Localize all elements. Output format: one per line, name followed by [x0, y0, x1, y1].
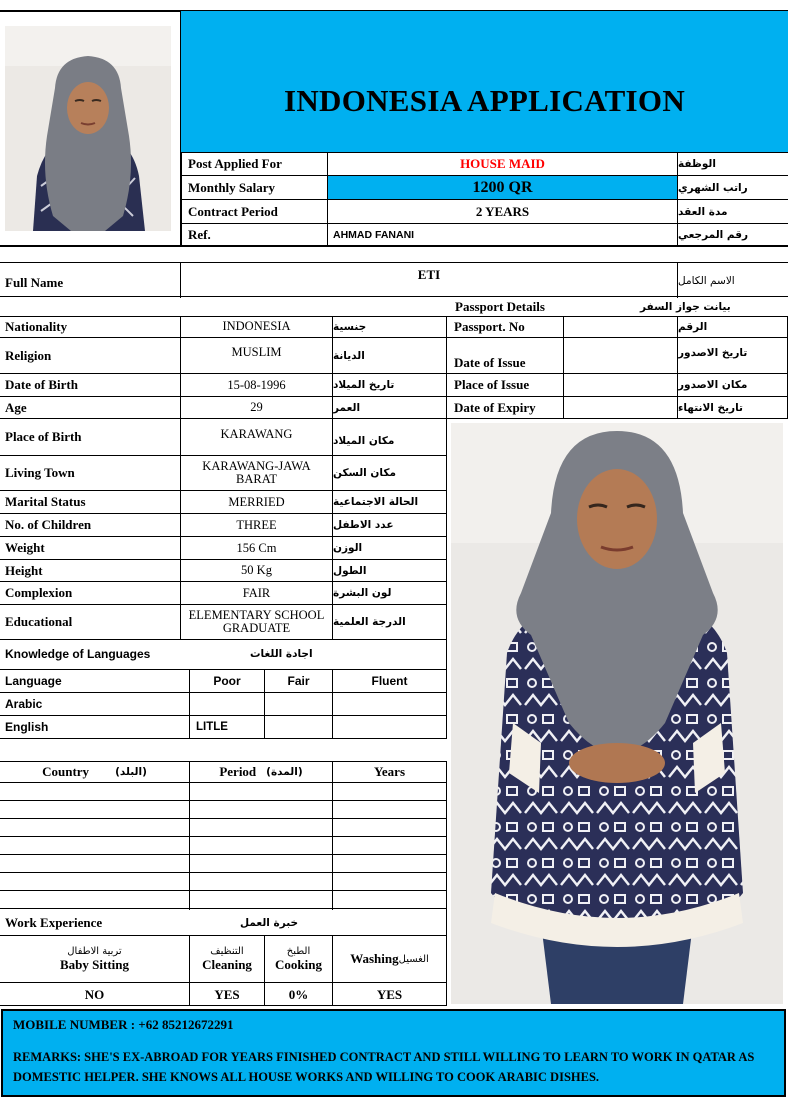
- job-details-table: [181, 152, 788, 246]
- birth-place-label: Place of Birth: [5, 429, 82, 444]
- passport-heading-arabic: بيانت جواز السفر: [640, 300, 731, 313]
- country-col-header: [0, 761, 189, 782]
- skill-cleaning-arabic: التنظيف: [210, 945, 244, 957]
- weight-value: 156 Cm: [236, 540, 277, 555]
- expiry-arabic: تاريخ الانتهاء: [678, 401, 743, 414]
- mobile-number: MOBILE NUMBER : +62 85212672291: [13, 1017, 234, 1032]
- age-arabic: العمر: [333, 401, 361, 414]
- cleaning-value: YES: [214, 986, 240, 1002]
- language-english-label: English: [5, 720, 49, 734]
- dob-arabic: تاريخ الميلاد: [333, 379, 395, 391]
- expiry-label: Date of Expiry: [454, 399, 536, 415]
- religion-label: Religion: [5, 347, 52, 363]
- skill-baby-sitting: [0, 936, 189, 982]
- marital-status-label: Marital Status: [5, 494, 86, 509]
- issue-date-value: [564, 338, 677, 373]
- skill-cleaning: [190, 936, 264, 982]
- languages-section: [0, 639, 447, 739]
- work-experience-label: Work Experience: [5, 914, 103, 930]
- full-name-value: ETI: [417, 266, 441, 282]
- birth-place-value: KARAWANG: [220, 426, 293, 441]
- height-value: 50 Kg: [241, 563, 272, 577]
- language-col-header: Language: [5, 674, 62, 688]
- dob-value: 15-08-1996: [227, 377, 286, 392]
- languages-heading-arabic: اجادة اللغات: [250, 648, 313, 660]
- ref-arabic: رقم المرجعي: [678, 229, 749, 241]
- contract-value: 2 YEARS: [475, 204, 530, 219]
- language-arabic-label: Arabic: [5, 697, 43, 711]
- marital-status-value: MERRIED: [228, 494, 285, 509]
- full-name-arabic: الاسم الكامل: [678, 274, 735, 287]
- period-header-arabic: (المدة): [266, 765, 303, 778]
- post-label: Post Applied For: [188, 155, 282, 171]
- personal-details-table: [0, 316, 447, 639]
- skill-baby-sitting-arabic: تربية الاطفال: [67, 945, 122, 957]
- issue-place-label: Place of Issue: [454, 377, 530, 392]
- passport-table: [447, 316, 788, 419]
- baby-sitting-value: NO: [84, 986, 105, 1002]
- passport-heading: Passport Details: [455, 298, 545, 314]
- english-fair: [265, 716, 332, 738]
- children-value: THREE: [236, 517, 277, 532]
- passport-no-value: [564, 316, 677, 337]
- living-town-value: KARAWANG-JAWA BARAT: [202, 459, 311, 486]
- height-arabic: الطول: [333, 564, 367, 577]
- issue-date-arabic: تاريخ الاصدور: [678, 347, 748, 359]
- salary-arabic: راتب الشهري: [678, 181, 748, 194]
- complexion-arabic: لون البشرة: [333, 587, 392, 599]
- complexion-label: Complexion: [5, 585, 73, 600]
- height-label: Height: [5, 562, 43, 578]
- skill-washing: [333, 936, 446, 982]
- birth-place-arabic: مكان الميلاد: [333, 434, 395, 447]
- period-header-label: Period: [219, 763, 257, 779]
- poor-col-header: Poor: [213, 673, 241, 688]
- salary-value: 1200 QR: [328, 176, 677, 199]
- marital-status-arabic: الحالة الاجتماعية: [333, 496, 419, 508]
- work-experience-arabic: خبرة العمل: [240, 916, 299, 929]
- footer-panel: [1, 1009, 786, 1097]
- religion-arabic: الديانة: [333, 349, 365, 362]
- expiry-value: [564, 397, 677, 418]
- issue-place-value: [564, 374, 677, 396]
- children-label: No. of Children: [5, 517, 92, 532]
- dob-label: Date of Birth: [5, 377, 78, 392]
- nationality-arabic: جنسية: [333, 320, 367, 333]
- period-col-header: [190, 761, 332, 782]
- education-arabic: الدرجة العلمية: [333, 616, 406, 628]
- salary-label: Monthly Salary: [188, 179, 276, 195]
- ref-label: Ref.: [188, 227, 211, 242]
- ref-value: AHMAD FANANI: [333, 228, 415, 241]
- passport-no-label: Passport. No: [454, 318, 525, 334]
- arabic-fluent: [333, 693, 446, 715]
- skill-washing-arabic: الغسيل: [398, 953, 429, 965]
- arabic-fair: [265, 693, 332, 715]
- weight-arabic: الوزن: [333, 542, 363, 554]
- nationality-label: Nationality: [5, 318, 68, 334]
- contract-label: Contract Period: [188, 203, 278, 219]
- english-poor: LITLE: [196, 720, 228, 733]
- nationality-value: INDONESIA: [222, 319, 291, 333]
- age-value: 29: [250, 400, 263, 414]
- title-banner: [181, 11, 788, 152]
- contract-arabic: مدة العقد: [678, 205, 728, 218]
- issue-date-label: Date of Issue: [454, 354, 526, 370]
- fluent-col-header: Fluent: [371, 673, 408, 688]
- applicant-photo-small: [5, 26, 171, 231]
- education-label: Educational: [5, 614, 73, 629]
- arabic-poor: [190, 693, 264, 715]
- skill-cooking-arabic: الطبخ: [286, 945, 311, 957]
- country-header-arabic: (البلد): [115, 765, 147, 778]
- weight-label: Weight: [5, 540, 45, 555]
- full-name-row: [0, 262, 788, 297]
- page-title: INDONESIA APPLICATION: [283, 82, 686, 118]
- skill-washing-label: Washing: [350, 951, 399, 966]
- skill-cooking-label: Cooking: [275, 956, 322, 972]
- english-fluent: [333, 716, 446, 738]
- washing-value: YES: [376, 986, 403, 1002]
- full-name-label: Full Name: [5, 274, 64, 290]
- post-arabic: الوظفة: [678, 157, 716, 170]
- cooking-value: 0%: [288, 986, 309, 1002]
- age-label: Age: [5, 399, 27, 415]
- children-arabic: عدد الاطفل: [333, 519, 394, 531]
- skill-baby-sitting-label: Baby Sitting: [60, 956, 129, 972]
- experience-table: [0, 761, 447, 910]
- living-town-arabic: مكان السكن: [333, 467, 396, 479]
- passport-no-arabic: الرقم: [678, 320, 708, 333]
- remarks: REMARKS: SHE'S EX-ABROAD FOR YEARS FINISHED CONTRACT AND STILL WILLING TO LEARN TO WORK IN QATAR AS DOMESTIC HELPER. SHE KNOWS ALL HOUSE WORKS AND WILLING TO COOK ARABIC DISHES.: [13, 1050, 755, 1084]
- country-header-label: Country: [42, 763, 90, 779]
- years-col-header: Years: [373, 764, 406, 779]
- work-experience-section: [0, 910, 447, 1006]
- religion-value: MUSLIM: [231, 344, 282, 359]
- skill-cleaning-label: Cleaning: [202, 956, 252, 972]
- complexion-value: FAIR: [242, 585, 271, 600]
- post-value: HOUSE MAID: [460, 156, 545, 171]
- issue-place-arabic: مكان الاصدور: [678, 379, 748, 391]
- education-value: ELEMENTARY SCHOOL GRADUATE: [188, 608, 325, 635]
- languages-heading: Knowledge of Languages: [5, 647, 151, 661]
- applicant-photo-full: [451, 423, 783, 1004]
- fair-col-header: Fair: [287, 673, 310, 688]
- skill-cooking: [265, 936, 332, 982]
- living-town-label: Living Town: [5, 465, 75, 480]
